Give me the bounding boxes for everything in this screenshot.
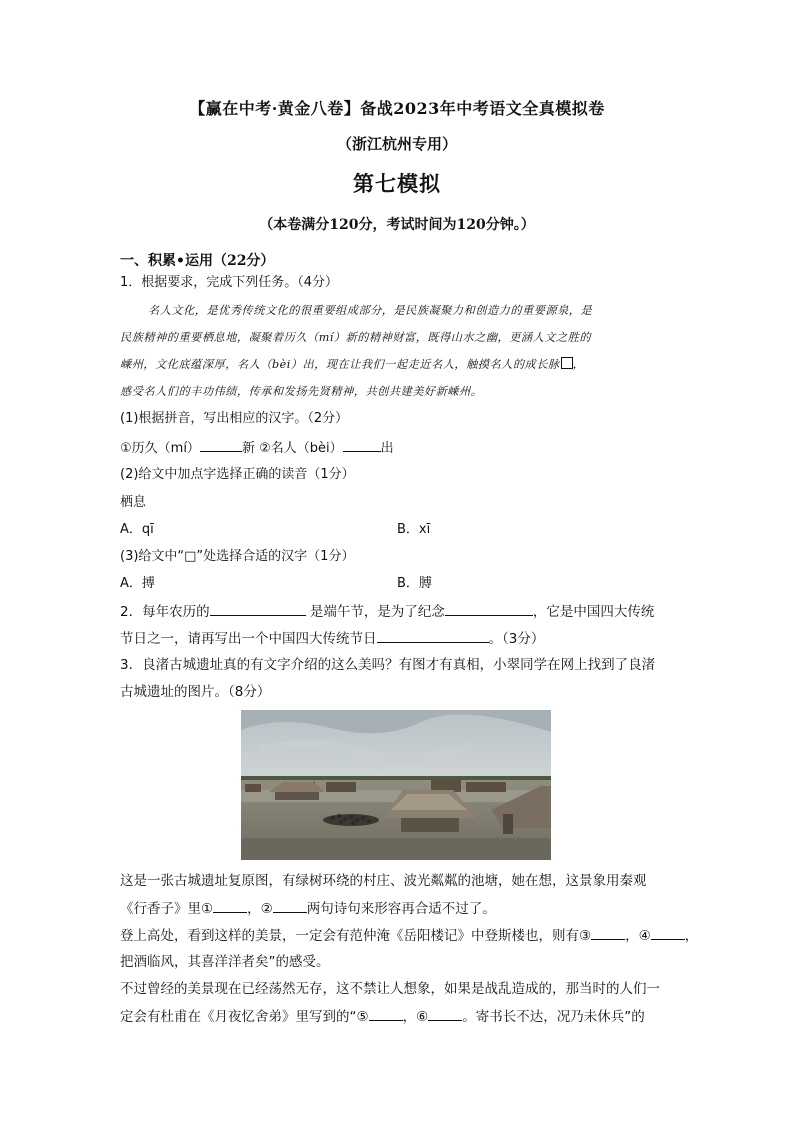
sub-question-2-stem: (2)给文中加点字选择正确的读音（1分） <box>120 467 355 482</box>
answer-blank[interactable] <box>369 1007 403 1021</box>
answer-blank[interactable] <box>210 602 306 616</box>
answer-blank[interactable] <box>200 438 242 452</box>
answer-blank[interactable] <box>591 926 625 940</box>
question-1-stem: 1．根据要求，完成下列任务。（4分） <box>120 275 339 290</box>
passage-line-3: 嵊州，文化底蕴深厚，名人（bèi）出，现在让我们一起走近名人，触摸名人的成长脉 ， <box>120 358 585 371</box>
answer-blank[interactable] <box>273 899 307 913</box>
option-b[interactable]: B．膊 <box>397 576 432 591</box>
question-3-text-2: 《行香子》里① ，② 两句诗句来形容再合适不过了。 <box>120 901 496 917</box>
question-2-line-2: 节日之一，请再写出一个中国四大传统节日 。（3分） <box>120 631 545 647</box>
answer-blank[interactable] <box>377 629 489 643</box>
answer-blank[interactable] <box>343 438 381 452</box>
sub-question-3-stem: (3)给文中“□”处选择合适的汉字（1分） <box>120 549 355 564</box>
sub-question-2-word: 栖息 <box>120 495 147 510</box>
section-heading: 一、积累•运用（22分） <box>120 253 275 269</box>
option-b[interactable]: B．xī <box>397 522 431 537</box>
option-a[interactable]: A．搏 <box>120 576 155 591</box>
option-a[interactable]: A．qī <box>120 522 154 537</box>
sub-question-1-items: ①历久（mí） 新 ②名人（bèi） 出 <box>120 438 680 458</box>
passage-line-4: 感受名人们的丰功伟绩，传承和发扬先贤精神，共创共建美好新嵊州。 <box>120 385 483 398</box>
blank-square-icon <box>561 357 573 369</box>
question-3-line-1: 3．良渚古城遗址真的有文字介绍的这么美吗？有图才有真相，小翠同学在网上找到了良渚 <box>120 657 656 673</box>
exam-subtitle: （浙江杭州专用） <box>336 135 457 153</box>
answer-blank[interactable] <box>428 1007 462 1021</box>
question-3-text-1: 这是一张古城遗址复原图，有绿树环绕的村庄、波光粼粼的池塘，她在想，这景象用秦观 <box>120 873 647 889</box>
question-3-text-4: 把酒临风，其喜洋洋者矣”的感受。 <box>120 954 330 970</box>
liangzhu-ruins-photo <box>241 710 551 860</box>
question-3-text-3: 登上高处，看到这样的美景，一定会有范仲淹《岳阳楼记》中登斯楼也，则有③ ，④ ， <box>120 928 699 944</box>
exam-info: （本卷满分120分，考试时间为120分钟。） <box>259 217 535 233</box>
question-3-line-2: 古城遗址的图片。（8分） <box>120 684 271 700</box>
answer-blank[interactable] <box>445 602 533 616</box>
exam-title: 【赢在中考·黄金八卷】备战2023年中考语文全真模拟卷 <box>189 99 605 118</box>
question-3-text-6: 定会有杜甫在《月夜忆舍弟》里写到的“⑤ ，⑥ 。寄书长不达，况乃未休兵”的 <box>120 1009 645 1025</box>
question-3-text-5: 不过曾经的美景现在已经荡然无存，这不禁让人想象，如果是战乱造成的，那当时的人们一 <box>120 981 660 997</box>
answer-blank[interactable] <box>651 926 685 940</box>
passage-line-1: 名人文化，是优秀传统文化的很重要组成部分，是民族凝聚力和创造力的重要源泉，是 <box>148 304 593 317</box>
answer-blank[interactable] <box>213 899 247 913</box>
exam-name: 第七模拟 <box>353 171 441 196</box>
passage-line-2: 民族精神的重要栖息地，凝聚着历久（mí）新的精神财富，既得山水之幽，更涵人文之胜的 <box>120 331 592 344</box>
sub-question-1-stem: (1)根据拼音，写出相应的汉字。（2分） <box>120 411 349 426</box>
question-2-line-1: 2．每年农历的 是端午节，是为了纪念 ，它是中国四大传统 <box>120 604 655 620</box>
